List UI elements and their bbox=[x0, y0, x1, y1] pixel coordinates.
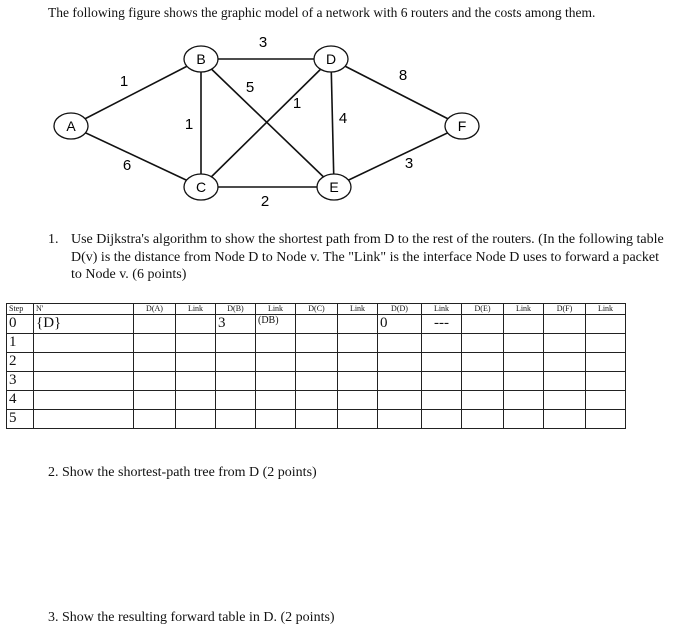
edge-A-B bbox=[71, 59, 201, 126]
table-header-cell: D(C) bbox=[296, 304, 338, 315]
table-cell bbox=[296, 410, 338, 429]
table-cell bbox=[462, 410, 504, 429]
table-header-cell: Step bbox=[7, 304, 34, 315]
table-cell bbox=[422, 391, 462, 410]
table-cell bbox=[134, 410, 176, 429]
table-header-cell: D(E) bbox=[462, 304, 504, 315]
edge-cost-B-E: 5 bbox=[245, 79, 255, 96]
table-cell bbox=[216, 410, 256, 429]
table-cell bbox=[338, 410, 378, 429]
node-label-E: E bbox=[329, 179, 339, 195]
table-cell bbox=[256, 334, 296, 353]
table-cell: 1 bbox=[7, 334, 34, 353]
table-cell bbox=[176, 372, 216, 391]
table-cell: (DB) bbox=[256, 315, 296, 334]
intro-text: The following figure shows the graphic model of a network with 6 routers and the costs among them. bbox=[48, 5, 596, 20]
table-cell bbox=[544, 410, 586, 429]
table-cell bbox=[586, 353, 626, 372]
table-header-cell: D(B) bbox=[216, 304, 256, 315]
table-cell bbox=[256, 372, 296, 391]
question-1-number: 1. bbox=[48, 232, 59, 247]
edge-cost-A-B: 1 bbox=[119, 73, 129, 90]
table-cell bbox=[34, 334, 134, 353]
question-1-text: Use Dijkstra's algorithm to show the shortest path from D to the rest of the routers. (In the following table D(v) is the distance from Node D to Node v. The "Link" is the interface Node D uses to forward a packet to Node v. (6 points) bbox=[71, 232, 664, 282]
edge-cost-C-D: 1 bbox=[292, 95, 302, 112]
table-cell bbox=[216, 372, 256, 391]
table-cell bbox=[134, 372, 176, 391]
table-cell bbox=[544, 334, 586, 353]
table-cell: 2 bbox=[7, 353, 34, 372]
table-row bbox=[7, 334, 626, 353]
table-cell: {D} bbox=[34, 315, 134, 334]
table-cell bbox=[216, 353, 256, 372]
table-cell bbox=[134, 353, 176, 372]
edge-D-E bbox=[331, 59, 334, 187]
table-cell bbox=[296, 315, 338, 334]
table-cell bbox=[378, 391, 422, 410]
table-cell bbox=[544, 372, 586, 391]
table-cell bbox=[422, 353, 462, 372]
table-cell: 0 bbox=[378, 315, 422, 334]
table-cell bbox=[544, 353, 586, 372]
table-cell bbox=[504, 334, 544, 353]
table-cell bbox=[176, 391, 216, 410]
edge-cost-A-C: 6 bbox=[122, 157, 132, 174]
network-graph bbox=[0, 30, 677, 220]
table-cell bbox=[586, 334, 626, 353]
table-cell bbox=[216, 391, 256, 410]
table-cell bbox=[422, 410, 462, 429]
table-row bbox=[7, 372, 626, 391]
question-2: 2. Show the shortest-path tree from D (2 points) bbox=[48, 465, 317, 480]
table-cell bbox=[34, 391, 134, 410]
table-header-cell: Link bbox=[504, 304, 544, 315]
table-cell bbox=[256, 391, 296, 410]
node-label-C: C bbox=[195, 179, 207, 195]
table-cell: 4 bbox=[7, 391, 34, 410]
table-cell bbox=[422, 334, 462, 353]
table-cell bbox=[462, 391, 504, 410]
table-cell bbox=[504, 315, 544, 334]
dijkstra-table bbox=[6, 303, 626, 429]
table-cell bbox=[462, 372, 504, 391]
table-cell bbox=[34, 353, 134, 372]
table-header-cell: Link bbox=[422, 304, 462, 315]
table-cell bbox=[216, 334, 256, 353]
table-cell bbox=[586, 372, 626, 391]
node-label-A: A bbox=[66, 118, 76, 134]
table-cell bbox=[378, 372, 422, 391]
table-cell bbox=[176, 410, 216, 429]
table-cell bbox=[34, 410, 134, 429]
node-label-D: D bbox=[325, 51, 337, 67]
table-header-cell: N' bbox=[34, 304, 134, 315]
table-cell bbox=[586, 391, 626, 410]
table-cell bbox=[586, 410, 626, 429]
table-cell bbox=[504, 410, 544, 429]
table-row bbox=[7, 410, 626, 429]
table-cell bbox=[504, 353, 544, 372]
table-header-cell: Link bbox=[338, 304, 378, 315]
question-1 bbox=[48, 231, 673, 284]
table-cell bbox=[176, 353, 216, 372]
table-cell bbox=[296, 334, 338, 353]
table-cell bbox=[378, 410, 422, 429]
table-cell bbox=[544, 391, 586, 410]
table-cell bbox=[256, 410, 296, 429]
table-cell bbox=[422, 372, 462, 391]
table-header-cell: Link bbox=[176, 304, 216, 315]
table-cell bbox=[544, 315, 586, 334]
edge-cost-C-E: 2 bbox=[260, 193, 270, 210]
table-row bbox=[7, 353, 626, 372]
table-cell bbox=[296, 391, 338, 410]
question-3: 3. Show the resulting forward table in D. (2 points) bbox=[48, 610, 335, 625]
table-cell bbox=[378, 353, 422, 372]
edge-cost-D-F: 8 bbox=[398, 67, 408, 84]
table-row bbox=[7, 391, 626, 410]
table-cell bbox=[296, 372, 338, 391]
table-cell: 3 bbox=[216, 315, 256, 334]
table-header-cell: D(A) bbox=[134, 304, 176, 315]
edge-A-C bbox=[71, 126, 201, 187]
table-cell bbox=[462, 334, 504, 353]
table-cell bbox=[338, 334, 378, 353]
table-cell bbox=[462, 353, 504, 372]
edge-cost-B-C: 1 bbox=[184, 116, 194, 133]
table-cell bbox=[338, 315, 378, 334]
node-label-B: B bbox=[196, 51, 206, 67]
node-label-F: F bbox=[457, 118, 467, 134]
table-row bbox=[7, 315, 626, 334]
table-header-cell: Link bbox=[256, 304, 296, 315]
table-cell bbox=[256, 353, 296, 372]
table-cell bbox=[134, 391, 176, 410]
table-cell bbox=[176, 315, 216, 334]
table-cell: 3 bbox=[7, 372, 34, 391]
table-cell bbox=[504, 372, 544, 391]
table-cell: 5 bbox=[7, 410, 34, 429]
table-header-cell: Link bbox=[586, 304, 626, 315]
edge-cost-D-E: 4 bbox=[338, 110, 348, 127]
table-cell bbox=[176, 334, 216, 353]
table-cell: 0 bbox=[7, 315, 34, 334]
table-cell bbox=[34, 372, 134, 391]
edge-cost-E-F: 3 bbox=[404, 155, 414, 172]
table-cell bbox=[134, 334, 176, 353]
table-cell: --- bbox=[422, 315, 462, 334]
table-header-cell: D(F) bbox=[544, 304, 586, 315]
table-cell bbox=[338, 391, 378, 410]
table-header-cell: D(D) bbox=[378, 304, 422, 315]
table-cell bbox=[378, 334, 422, 353]
table-cell bbox=[296, 353, 338, 372]
edge-cost-B-D: 3 bbox=[258, 34, 268, 51]
table-cell bbox=[338, 372, 378, 391]
table-cell bbox=[462, 315, 504, 334]
table-cell bbox=[338, 353, 378, 372]
table-cell bbox=[134, 315, 176, 334]
edge-E-F bbox=[334, 126, 462, 187]
edge-D-F bbox=[331, 59, 462, 126]
table-cell bbox=[504, 391, 544, 410]
table-cell bbox=[586, 315, 626, 334]
